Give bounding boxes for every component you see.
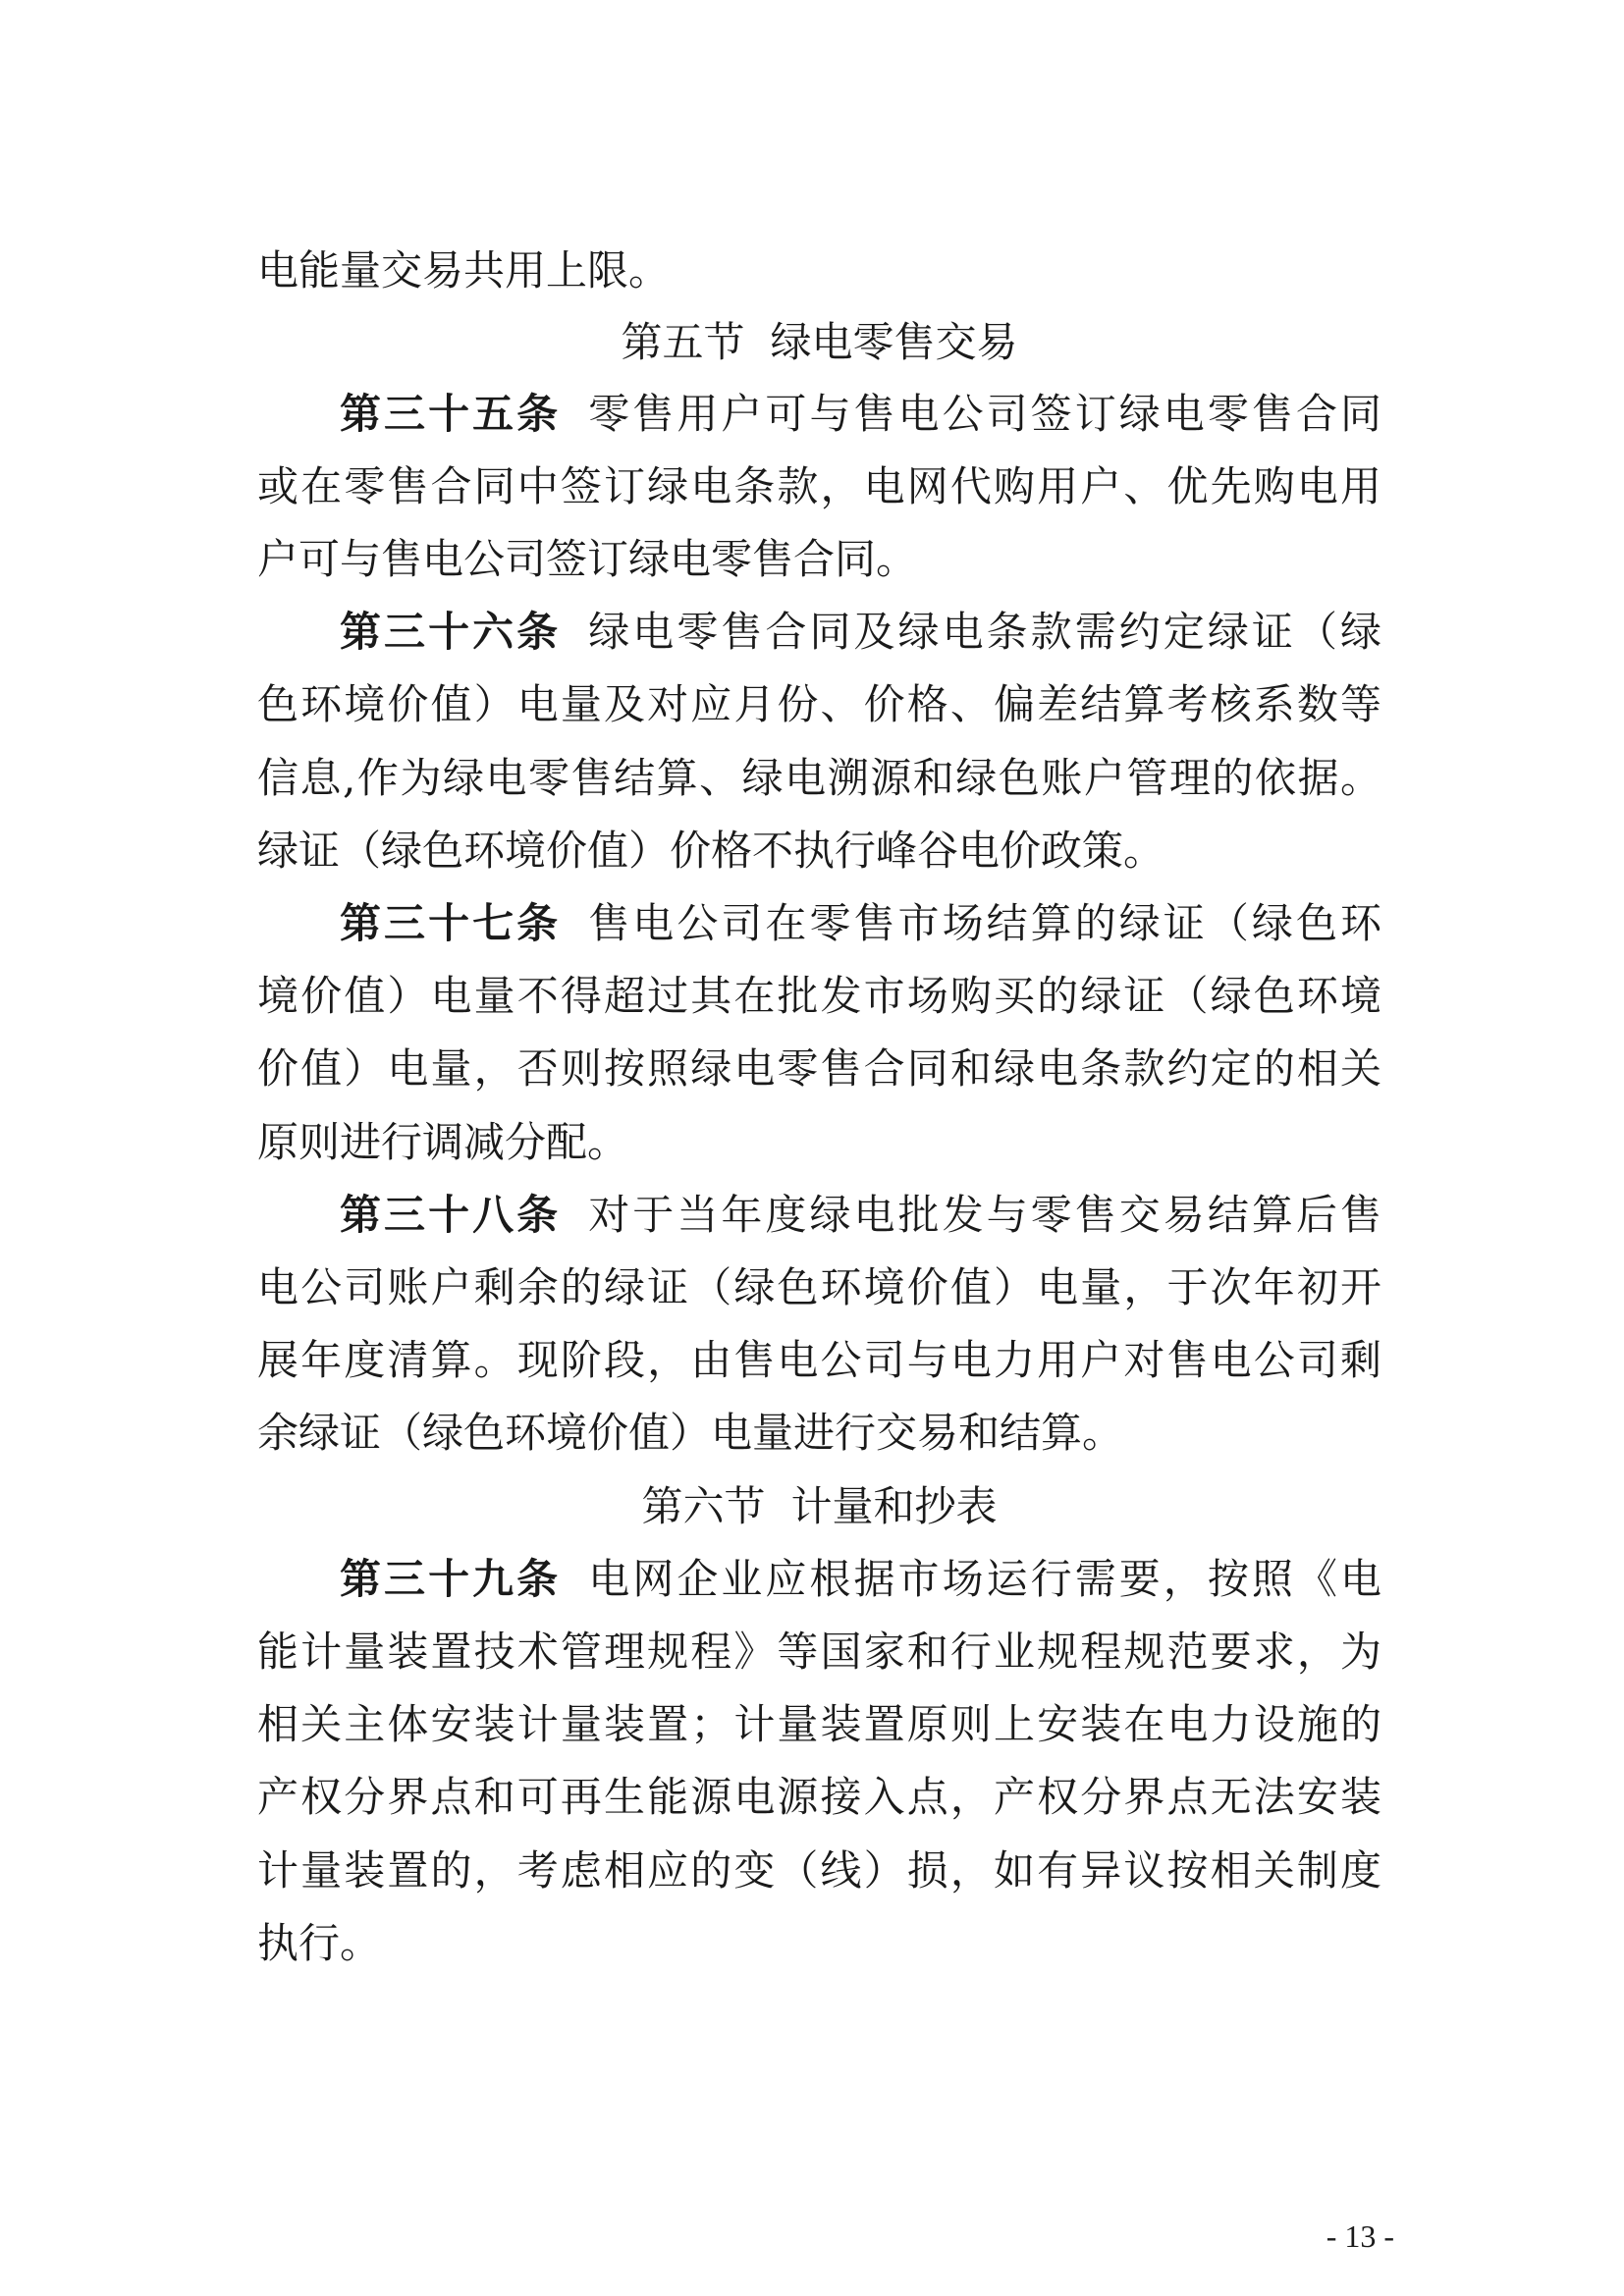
- article-text: 零售用户可与售电公司签订绿电零售合同: [588, 390, 1381, 438]
- article-39-line-5: 计量装置的，考虑相应的变（线）损，如有异议按相关制度: [257, 1846, 1381, 1895]
- article-35-line-2: 或在零售合同中签订绿电条款，电网代购用户、优先购电用: [257, 462, 1381, 510]
- article-39-line-2: 能计量装置技术管理规程》等国家和行业规程规范要求，为: [257, 1628, 1381, 1676]
- article-39-line-4: 产权分界点和可再生能源电源接入点，产权分界点无法安装: [257, 1773, 1381, 1821]
- article-38-line-1: [340, 1176, 1381, 1255]
- section-heading: [257, 1468, 1381, 1546]
- section-number: 第六节: [641, 1482, 766, 1530]
- article-35-line-1: [340, 375, 1381, 454]
- section-title: 计量和抄表: [790, 1482, 998, 1530]
- article-label: 第三十五条: [340, 390, 562, 438]
- section-number: 第五节: [621, 318, 745, 366]
- article-37-line-4: 原则进行调减分配。: [257, 1118, 629, 1166]
- article-text: 绿电零售合同及绿电条款需约定绿证（绿: [588, 608, 1381, 656]
- article-36-line-3: 信息,作为绿电零售结算、绿电溯源和绿色账户管理的依据。: [257, 754, 1381, 802]
- page-number: - 13 -: [1326, 2218, 1394, 2254]
- article-39-line-6: 执行。: [257, 1919, 382, 1967]
- article-37-line-2: 境价值）电量不得超过其在批发市场购买的绿证（绿色环境: [257, 972, 1381, 1020]
- article-label: 第三十九条: [340, 1555, 562, 1603]
- article-text: 售电公司在零售市场结算的绿证（绿色环: [588, 899, 1381, 947]
- article-39-line-1: [340, 1540, 1381, 1619]
- section-heading: [257, 303, 1381, 382]
- article-label: 第三十七条: [340, 899, 562, 947]
- article-text: 电网企业应根据市场运行需要，按照《电: [588, 1555, 1381, 1603]
- article-36-line-1: [340, 593, 1381, 671]
- section-title: 绿电零售交易: [770, 318, 1018, 366]
- article-36-line-2: 色环境价值）电量及对应月份、价格、偏差结算考核系数等: [257, 680, 1381, 728]
- article-36-line-4: 绿证（绿色环境价值）价格不执行峰谷电价政策。: [257, 827, 1165, 875]
- article-38-line-4: 余绿证（绿色环境价值）电量进行交易和结算。: [257, 1409, 1124, 1457]
- article-label: 第三十八条: [340, 1191, 562, 1239]
- article-38-line-2: 电公司账户剩余的绿证（绿色环境价值）电量，于次年初开: [257, 1263, 1381, 1311]
- article-label: 第三十六条: [340, 608, 562, 656]
- article-text: 对于当年度绿电批发与零售交易结算后售: [588, 1191, 1381, 1239]
- paragraph-line: 电能量交易共用上限。: [257, 246, 671, 294]
- article-35-line-3: 户可与售电公司签订绿电零售合同。: [257, 535, 918, 583]
- article-37-line-1: [340, 884, 1381, 963]
- article-38-line-3: 展年度清算。现阶段，由售电公司与电力用户对售电公司剩: [257, 1336, 1381, 1384]
- article-37-line-3: 价值）电量，否则按照绿电零售合同和绿电条款约定的相关: [257, 1044, 1381, 1093]
- article-39-line-3: 相关主体安装计量装置；计量装置原则上安装在电力设施的: [257, 1700, 1381, 1748]
